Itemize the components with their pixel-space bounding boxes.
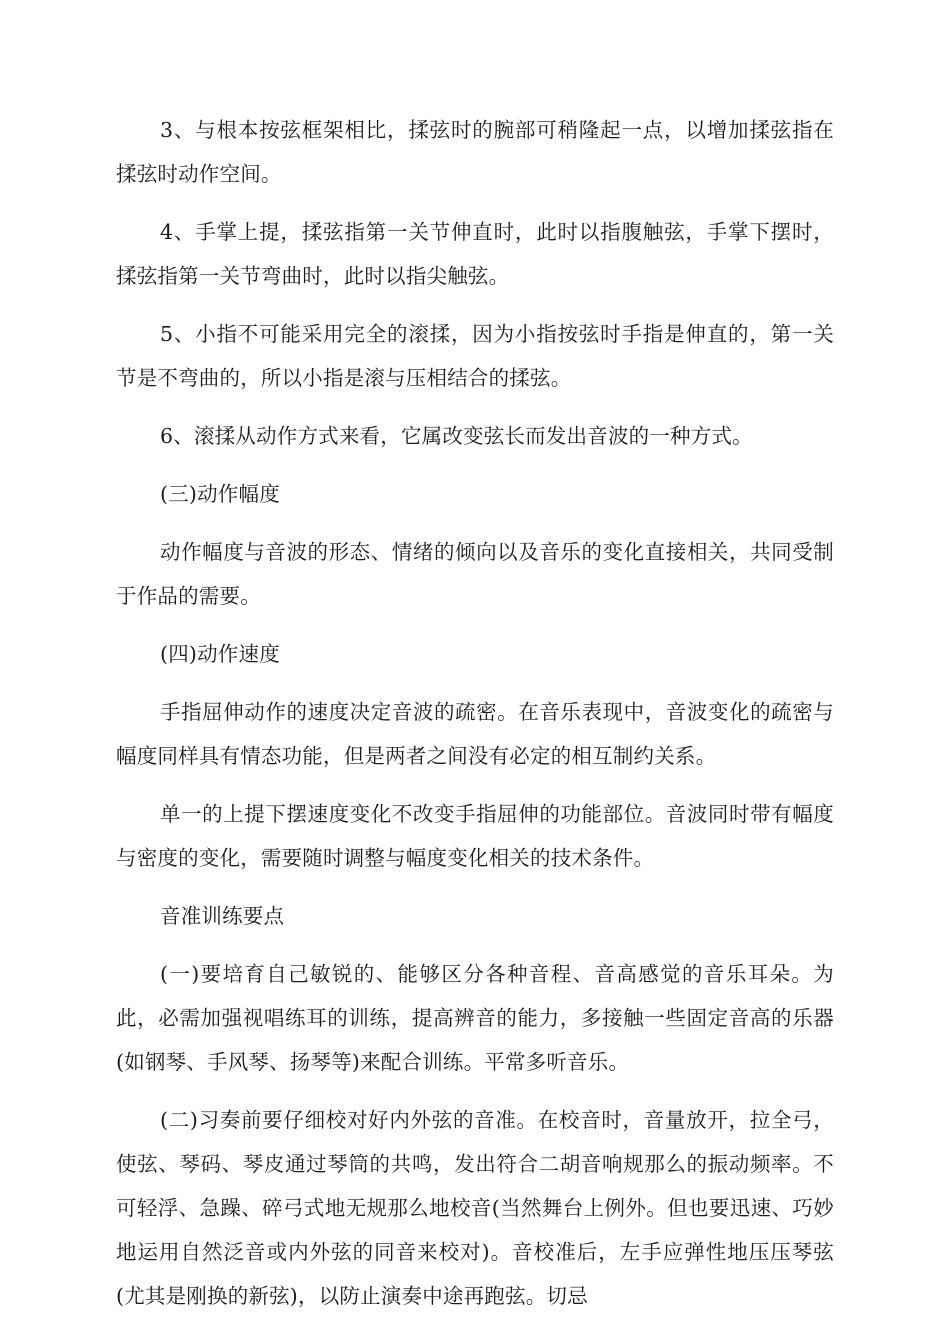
paragraph-palm-lift: 4、手掌上提，揉弦指第一关节伸直时，此时以指腹触弦，手掌下摆时，揉弦指第一关节弯曲时，此时以指尖触弦。 — [116, 220, 834, 288]
paragraph-little-finger: 5、小指不可能采用完全的滚揉，因为小指按弦时手指是伸直的，第一关节是不弯曲的，所以小指是滚与压相结合的揉弦。 — [116, 322, 834, 390]
paragraph-ear-training: (一)要培育自己敏锐的、能够区分各种音程、音高感觉的音乐耳朵。为此，必需加强视唱练耳的训练，提高辨音的能力，多接触一些固定音高的乐器(如钢琴、手风琴、扬琴等)来配合训练。平常多听音乐。 — [116, 962, 834, 1074]
paragraph-vibrato-wrist: 3、与根本按弦框架相比，揉弦时的腕部可稍隆起一点，以增加揉弦指在揉弦时动作空间。 — [116, 118, 834, 186]
paragraph-rolling-vibrato: 6、滚揉从动作方式来看，它属改变弦长而发出音波的一种方式。 — [160, 424, 753, 448]
paragraph-speed-change: 单一的上提下摆速度变化不改变手指屈伸的功能部位。音波同时带有幅度与密度的变化，需要随时调整与幅度变化相关的技术条件。 — [116, 802, 834, 870]
paragraph-motion-amplitude: 动作幅度与音波的形态、情绪的倾向以及音乐的变化直接相关，共同受制于作品的需要。 — [116, 540, 834, 608]
paragraph-tuning-strings: (二)习奏前要仔细校对好内外弦的音准。在校音时，音量放开，拉全弓，使弦、琴码、琴皮通过琴筒的共鸣，发出符合二胡音响规那么的振动频率。不可轻浮、急躁、碎弓式地无规那么地校音(当然舞台上例外。但也要迅速、巧妙地运用自然泛音或内外弦的同音来校对)。音校准后，左手应弹性地压压琴弦(尤其是刚换的新弦)，以防止演奏中途再跑弦。切忌 — [116, 1108, 834, 1308]
heading-intonation-training: 音准训练要点 — [160, 904, 285, 928]
document-page — [116, 108, 834, 1332]
paragraph-motion-speed: 手指屈伸动作的速度决定音波的疏密。在音乐表现中，音波变化的疏密与幅度同样具有情态功能，但是两者之间没有必定的相互制约关系。 — [116, 700, 834, 768]
heading-motion-speed: (四)动作速度 — [160, 642, 280, 666]
heading-motion-amplitude: (三)动作幅度 — [160, 482, 280, 506]
